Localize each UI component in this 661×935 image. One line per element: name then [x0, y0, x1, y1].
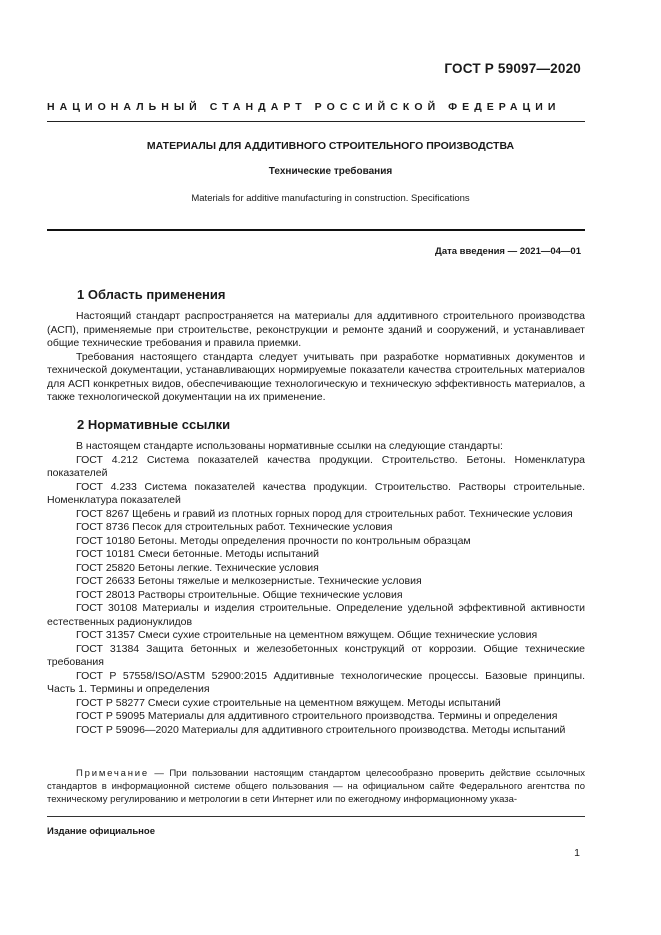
document-title-english: Materials for additive manufacturing in construction. Specifications [191, 193, 470, 204]
paragraph: Настоящий стандарт распространяется на материалы для аддитивного строительного производства (АСП), применяемые при строительстве, реконструкции и ремонте зданий и сооружений, и устанавливает общие технические требования и правила приемки. [47, 310, 585, 349]
page-number: 1 [574, 847, 580, 859]
reference-item: ГОСТ 26633 Бетоны тяжелые и мелкозернистые. Технические условия [76, 575, 422, 587]
reference-item: ГОСТ 10180 Бетоны. Методы определения прочности по контрольным образцам [76, 534, 471, 547]
note-text: — При пользовании настоящим стандартом целесообразно проверить действие ссылочных стандартов в информационной системе общего пользования — на официальном сайте Федерального агентства по техническому регулированию и метрологии в сети Интернет или по ежегодному информационному указа- [47, 768, 585, 805]
reference-item: ГОСТ 10181 Смеси бетонные. Методы испытаний [76, 548, 320, 560]
reference-item: ГОСТ 25820 Бетоны легкие. Технические условия [76, 561, 319, 574]
official-edition-label: Издание официальное [47, 826, 155, 837]
reference-item: ГОСТ 8267 Щебень и гравий из плотных горных пород для строительных работ. Технические условия [76, 507, 573, 520]
reference-item: ГОСТ Р 58277 Смеси сухие строительные на цементном вяжущем. Методы испытаний [76, 696, 501, 709]
header-divider [47, 121, 585, 122]
section-2-body [47, 440, 585, 737]
reference-item: ГОСТ 4.233 Система показателей качества продукции. Строительство. Растворы строительные. Номенклатура показателей [47, 480, 585, 506]
paragraph: Требования настоящего стандарта следует учитывать при разработке нормативных документов и технической документации, устанавливающих нормируемые показатели качества строительных материалов для АСП конкретных видов, обеспечивающие технологическую и техническую эффективность материалов, а также технологической документации на их применение. [47, 350, 585, 403]
note [47, 768, 585, 806]
reference-item: ГОСТ 8736 Песок для строительных работ. Технические условия [76, 521, 393, 533]
title-divider [47, 229, 585, 231]
section-1-heading: 1 Область применения [77, 287, 226, 302]
document-subtitle: Технические требования [268, 166, 393, 177]
reference-item: ГОСТ 30108 Материалы и изделия строительные. Определение удельной эффективной активности естественных радионуклидов [47, 602, 585, 628]
reference-item: ГОСТ 31384 Защита бетонных и железобетонных конструкций от коррозии. Общие технические требования [47, 642, 585, 668]
reference-item: ГОСТ 31357 Смеси сухие строительные на цементном вяжущем. Общие технические условия [76, 629, 538, 641]
document-title: МАТЕРИАЛЫ ДЛЯ АДДИТИВНОГО СТРОИТЕЛЬНОГО ПРОИЗВОДСТВА [146, 140, 515, 152]
document-code: ГОСТ Р 59097—2020 [444, 61, 581, 76]
national-standard-banner: НАЦИОНАЛЬНЫЙ СТАНДАРТ РОССИЙСКОЙ ФЕДЕРАЦИИ [47, 101, 561, 113]
introduction-date: Дата введения — 2021—04—01 [435, 246, 581, 257]
section-1-body [47, 310, 585, 405]
reference-item: ГОСТ Р 57558/ISO/ASTM 52900:2015 Аддитивные технологические процессы. Базовые принципы. Часть 1. Термины и определения [47, 669, 585, 695]
reference-item: ГОСТ 28013 Растворы строительные. Общие технические условия [76, 588, 403, 601]
section-2-heading: 2 Нормативные ссылки [77, 417, 231, 432]
reference-item: ГОСТ 4.212 Система показателей качества продукции. Строительство. Бетоны. Номенклатура показателей [47, 453, 585, 479]
note-label: Примечание [76, 768, 149, 779]
reference-item: ГОСТ Р 59096—2020 Материалы для аддитивного строительного производства. Методы испытаний [76, 723, 566, 736]
reference-item: ГОСТ Р 59095 Материалы для аддитивного строительного производства. Термины и определения [76, 710, 558, 722]
footer-divider [47, 816, 585, 817]
paragraph: В настоящем стандарте использованы нормативные ссылки на следующие стандарты: [76, 440, 503, 452]
